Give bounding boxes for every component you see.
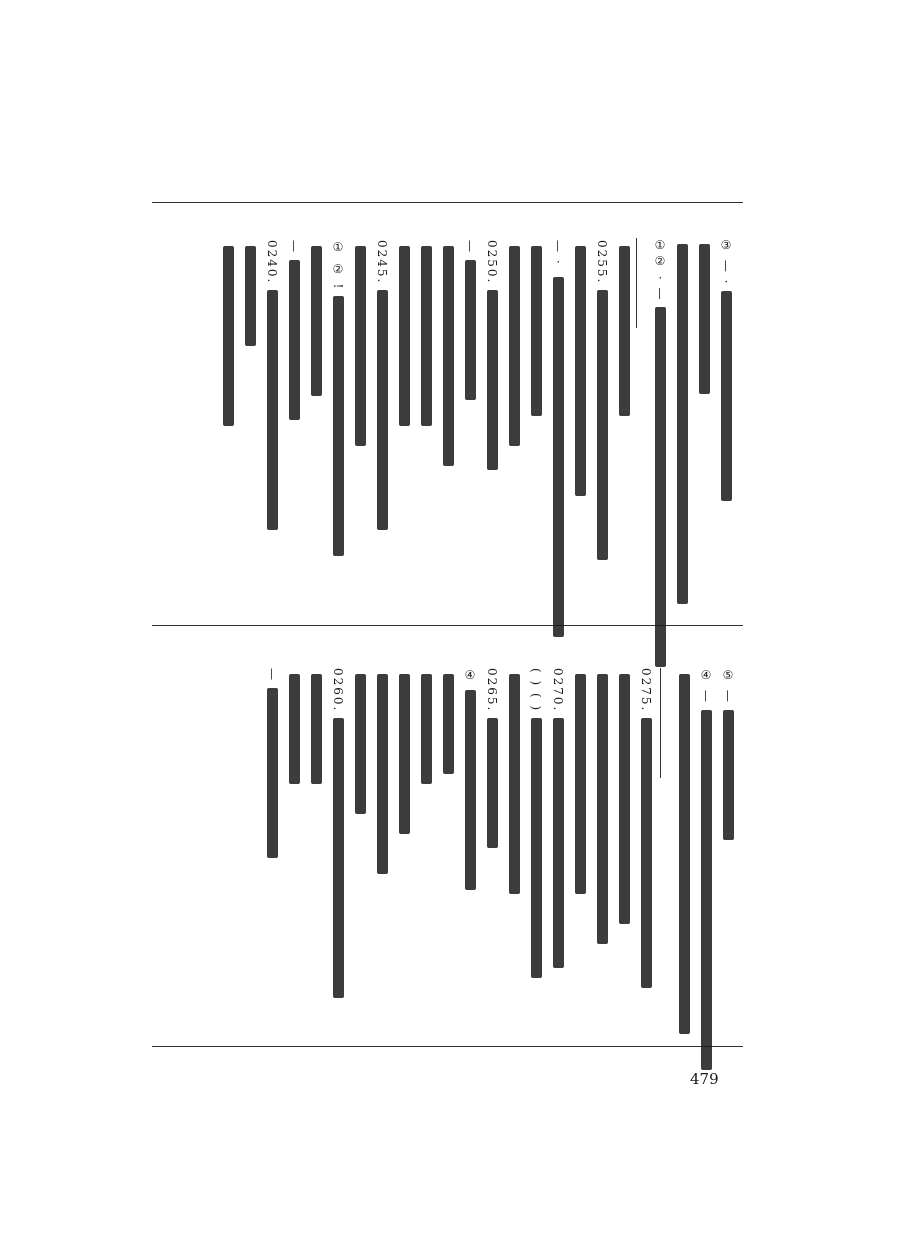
column-label: —	[287, 240, 301, 254]
separator-rule	[660, 668, 661, 778]
script-text	[509, 246, 520, 446]
script-text	[421, 674, 432, 784]
script-text	[597, 290, 608, 560]
column-label: ①② · —	[653, 238, 667, 302]
text-column	[266, 668, 278, 858]
script-text	[267, 688, 278, 858]
text-column	[442, 668, 454, 774]
script-text	[509, 674, 520, 894]
script-text	[399, 674, 410, 834]
script-text	[487, 718, 498, 848]
column-label: 0240.	[265, 240, 279, 285]
text-column	[486, 240, 498, 470]
text-column	[574, 668, 586, 894]
script-text	[531, 718, 542, 978]
script-text	[553, 277, 564, 637]
text-column	[486, 668, 498, 848]
script-text	[311, 674, 322, 784]
script-text	[677, 244, 688, 604]
text-column	[222, 240, 234, 426]
text-column	[508, 240, 520, 446]
top-rule	[152, 202, 743, 203]
text-column	[574, 240, 586, 496]
text-column	[244, 240, 256, 346]
column-label: 0275.	[639, 668, 653, 713]
text-column	[640, 668, 652, 988]
script-text	[267, 290, 278, 530]
script-text	[619, 674, 630, 924]
column-label: ( ) ( )	[529, 668, 543, 713]
column-label: ④	[463, 668, 477, 684]
text-column	[420, 240, 432, 426]
script-text	[723, 710, 734, 840]
text-column	[676, 238, 688, 604]
script-text	[721, 291, 732, 501]
text-column	[420, 668, 432, 784]
script-text	[679, 674, 690, 1034]
script-text	[421, 246, 432, 426]
text-column	[678, 668, 690, 1034]
script-text	[245, 246, 256, 346]
script-text	[701, 710, 712, 1070]
script-text	[223, 246, 234, 426]
script-text	[377, 674, 388, 874]
script-text	[311, 246, 322, 396]
text-column	[552, 240, 564, 637]
text-column	[530, 240, 542, 416]
text-column	[288, 668, 300, 784]
text-column	[720, 238, 732, 501]
script-text	[465, 690, 476, 890]
column-label: ④ —	[699, 668, 713, 704]
text-column	[442, 240, 454, 466]
text-column	[464, 240, 476, 400]
text-column	[288, 240, 300, 420]
script-text	[655, 307, 666, 667]
script-text	[443, 674, 454, 774]
text-column	[376, 240, 388, 530]
text-column	[530, 668, 542, 978]
text-column	[354, 240, 366, 446]
separator-rule	[636, 238, 637, 328]
text-column	[596, 240, 608, 560]
script-text	[699, 244, 710, 394]
column-label: 0250.	[485, 240, 499, 285]
column-label: —	[463, 240, 477, 254]
text-column	[310, 240, 322, 396]
text-column	[398, 668, 410, 834]
script-text	[289, 260, 300, 420]
text-column	[596, 668, 608, 944]
text-column	[618, 668, 630, 924]
column-label: 0245.	[375, 240, 389, 285]
text-column	[310, 668, 322, 784]
column-label: ⑤ —	[721, 668, 735, 704]
page-number: 479	[690, 1070, 719, 1088]
script-text	[333, 296, 344, 556]
script-text	[443, 246, 454, 466]
bottom-rule	[152, 1046, 743, 1047]
column-label: — ·	[551, 240, 565, 272]
script-text	[619, 246, 630, 416]
script-text	[465, 260, 476, 400]
text-column	[654, 238, 666, 667]
text-column	[698, 238, 710, 394]
column-label: 0255.	[595, 240, 609, 285]
script-text	[399, 246, 410, 426]
script-text	[289, 674, 300, 784]
text-column	[464, 668, 476, 890]
script-text	[553, 718, 564, 968]
script-text	[641, 718, 652, 988]
text-column	[332, 668, 344, 998]
column-label: —	[265, 668, 279, 682]
text-column	[722, 668, 734, 840]
text-column	[354, 668, 366, 814]
column-label: ③ — ·	[719, 238, 733, 286]
script-text	[575, 674, 586, 894]
script-text	[531, 246, 542, 416]
script-text	[355, 674, 366, 814]
script-text	[597, 674, 608, 944]
text-column	[398, 240, 410, 426]
text-column	[552, 668, 564, 968]
script-text	[377, 290, 388, 530]
script-text	[575, 246, 586, 496]
text-column	[266, 240, 278, 530]
text-column	[508, 668, 520, 894]
column-label: 0260.	[331, 668, 345, 713]
text-column	[376, 668, 388, 874]
column-label: 0265.	[485, 668, 499, 713]
script-text	[355, 246, 366, 446]
column-label: 0270.	[551, 668, 565, 713]
text-column	[618, 240, 630, 416]
script-text	[487, 290, 498, 470]
text-column	[700, 668, 712, 1070]
text-column	[332, 240, 344, 556]
script-text	[333, 718, 344, 998]
column-label: ① ② !	[331, 240, 345, 291]
